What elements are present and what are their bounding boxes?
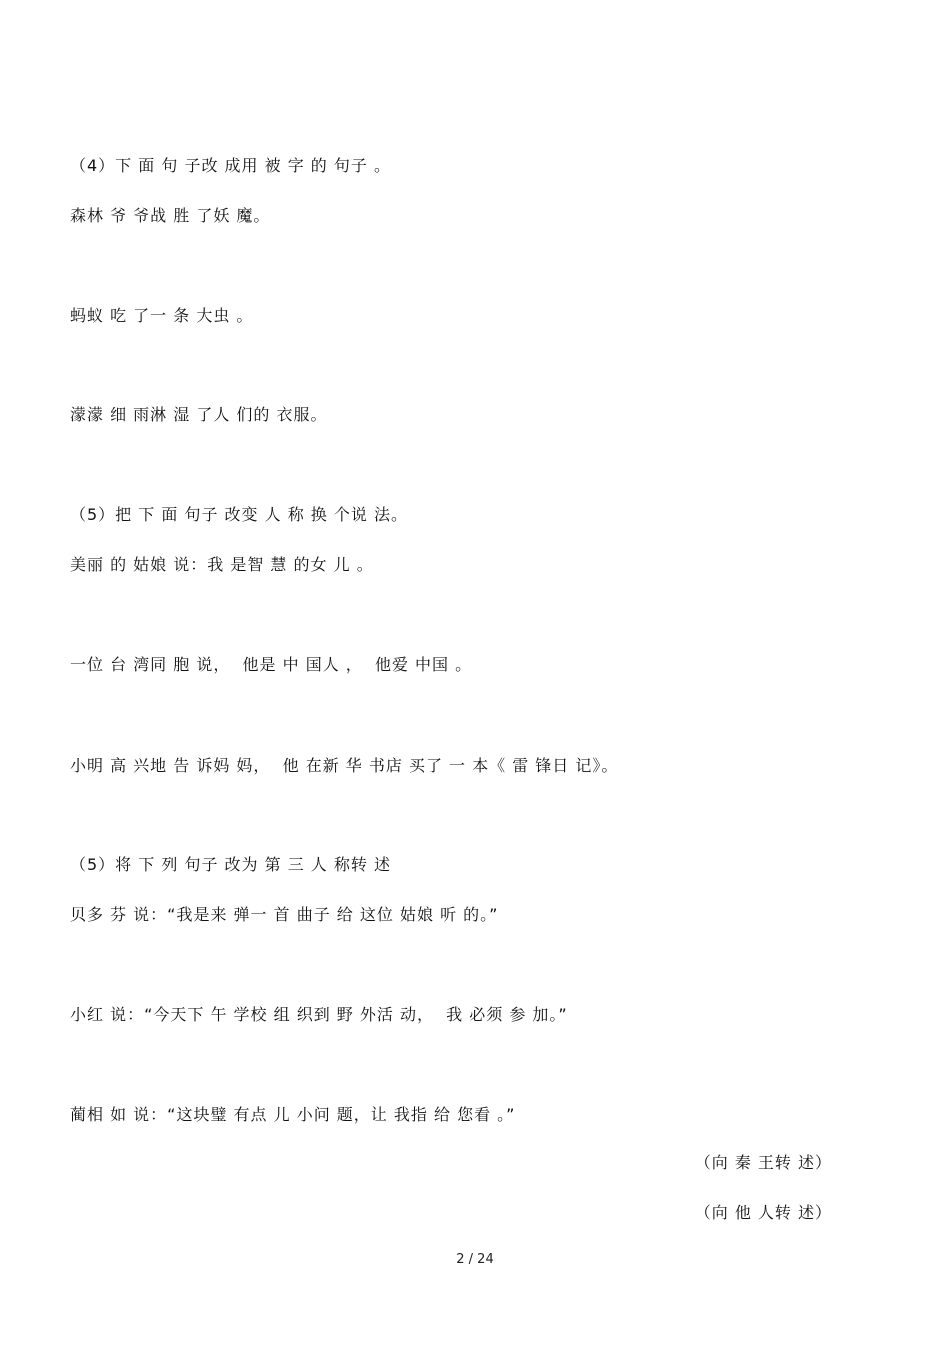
sentence-5b-2: 小红 说：“今天下 午 学校 组 织到 野 外活 动， 我 必须 参 加。”	[70, 1005, 568, 1024]
sentence-5a-1: 美丽 的 姑娘 说：我 是智 慧 的女 儿 。	[70, 555, 374, 574]
note-to-others: （向 他 人转 述）	[694, 1203, 832, 1222]
sentence-4-2: 蚂蚁 吃 了一 条 大虫 。	[70, 306, 254, 325]
sentence-5a-3: 小明 高 兴地 告 诉妈 妈， 他 在新 华 书店 买了 一 本《 雷 锋日 记》。	[70, 756, 619, 775]
sentence-5b-1: 贝多 芬 说：“我是来 弹一 首 曲子 给 这位 姑娘 听 的。”	[70, 905, 499, 924]
note-to-qin-king: （向 秦 王转 述）	[694, 1153, 832, 1172]
sentence-5b-3: 蔺相 如 说：“这块璧 有点 儿 小问 题，让 我指 给 您看 。”	[70, 1105, 516, 1124]
sentence-4-1: 森林 爷 爷战 胜 了妖 魔。	[70, 206, 271, 225]
section-4-heading: （4）下 面 句 子改 成用 被 字 的 句子 。	[70, 156, 391, 175]
section-5a-heading: （5）把 下 面 句子 改变 人 称 换 个说 法。	[70, 505, 408, 524]
sentence-4-3: 濛濛 细 雨淋 湿 了人 们的 衣服。	[70, 405, 328, 424]
page-number: 2 / 24	[456, 1252, 494, 1267]
sentence-5a-2: 一位 台 湾同 胞 说， 他是 中 国人 ， 他爱 中国 。	[70, 655, 473, 674]
section-5b-heading: （5）将 下 列 句子 改为 第 三 人 称转 述	[70, 855, 391, 874]
